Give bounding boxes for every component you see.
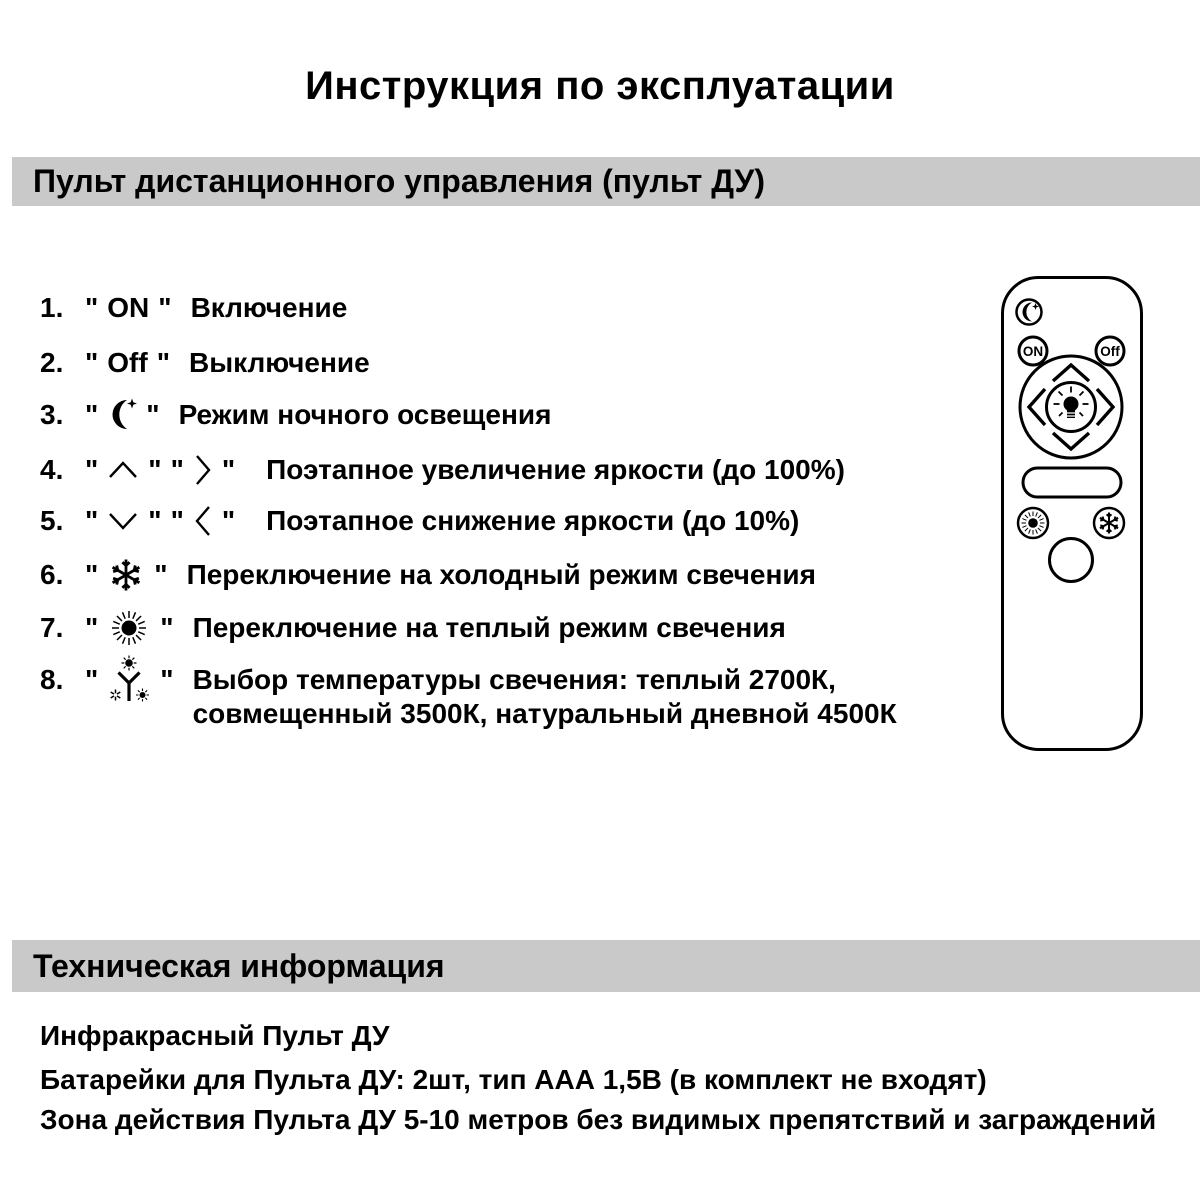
- on-label: ON: [107, 292, 150, 323]
- quote-mark: ": [85, 292, 99, 323]
- list-item-description: Переключение на теплый режим свечения: [192, 612, 786, 643]
- list-item-description: Выключение: [189, 347, 370, 378]
- list-item-description: Включение: [190, 292, 348, 323]
- list-item-number: 6.: [40, 559, 64, 590]
- list-item-number: 7.: [40, 612, 64, 643]
- quote-mark: ": [154, 559, 168, 590]
- list-item-number: 4.: [40, 454, 64, 485]
- chevron-left-icon: [193, 504, 213, 538]
- quote-mark: ": [221, 505, 236, 536]
- quote-mark: ": [146, 399, 160, 430]
- remote-on-label: ON: [1022, 344, 1044, 359]
- quote-mark: ": [160, 664, 174, 695]
- tech-info-line: Инфракрасный Пульт ДУ: [40, 1020, 390, 1051]
- list-item-description: Поэтапное снижение яркости (до 10%): [266, 505, 800, 536]
- list-item-description: [193, 663, 897, 731]
- list-item: [40, 606, 786, 650]
- snowflake-icon: [107, 556, 145, 594]
- list-item-number: 1.: [40, 292, 64, 323]
- quote-mark: ": [160, 612, 174, 643]
- quote-mark: ": [170, 505, 184, 536]
- list-item-number: 2.: [40, 347, 64, 378]
- quote-mark: ": [85, 454, 99, 485]
- list-item: [40, 504, 799, 538]
- tech-info-line: Зона действия Пульта ДУ 5-10 метров без видимых препятствий и заграждений: [40, 1104, 1157, 1135]
- list-item-number: 8.: [40, 664, 64, 695]
- quote-mark: ": [85, 664, 99, 695]
- off-label: Off: [107, 347, 148, 378]
- remote-warm-button: [1018, 508, 1048, 538]
- section-header-remote: [12, 157, 1200, 206]
- page-title: Инструкция по эксплуатации: [305, 64, 895, 108]
- quote-mark: ": [85, 399, 99, 430]
- list-item: [40, 663, 897, 731]
- quote-mark: ": [158, 292, 172, 323]
- list-item: [40, 397, 551, 433]
- section-header-tech-label: Техническая информация: [33, 947, 445, 984]
- tech-info-line: Батарейки для Пульта ДУ: 2шт, тип ААА 1,5В (в комплект не входят): [40, 1064, 987, 1095]
- list-item: [40, 453, 845, 487]
- remote-control-drawing: [1001, 276, 1143, 751]
- list-item: [40, 346, 370, 380]
- list-item: [40, 291, 347, 325]
- section-header-tech: [12, 940, 1200, 992]
- description-line-1: Выбор температуры свечения: теплый 2700К,: [192, 664, 836, 695]
- chevron-up-icon: [107, 459, 139, 481]
- sun-icon: [107, 606, 151, 650]
- list-item-number: 5.: [40, 505, 64, 536]
- list-item-description: Поэтапное увеличение яркости (до 100%): [266, 454, 845, 485]
- moon-icon: [107, 397, 137, 433]
- quote-mark: ": [85, 559, 99, 590]
- quote-mark: ": [148, 505, 162, 536]
- remote-off-label: Off: [1100, 344, 1120, 359]
- section-header-remote-label: Пульт дистанционного управления (пульт ДУ): [33, 163, 765, 199]
- quote-mark: ": [170, 454, 184, 485]
- quote-mark: ": [148, 454, 162, 485]
- quote-mark: ": [85, 612, 99, 643]
- chevron-down-icon: [107, 510, 139, 532]
- quote-mark: ": [85, 347, 99, 378]
- list-item-description: Режим ночного освещения: [178, 399, 552, 430]
- quote-mark: ": [85, 505, 99, 536]
- list-item-number: 3.: [40, 399, 64, 430]
- quote-mark: ": [221, 454, 236, 485]
- description-line-2: совмещенный 3500К, натуральный дневной 4500К: [192, 698, 897, 729]
- temperature-select-icon: [107, 655, 151, 705]
- quote-mark: ": [156, 347, 170, 378]
- chevron-right-icon: [193, 453, 213, 487]
- list-item-description: Переключение на холодный режим свечения: [186, 559, 816, 590]
- list-item: [40, 556, 816, 594]
